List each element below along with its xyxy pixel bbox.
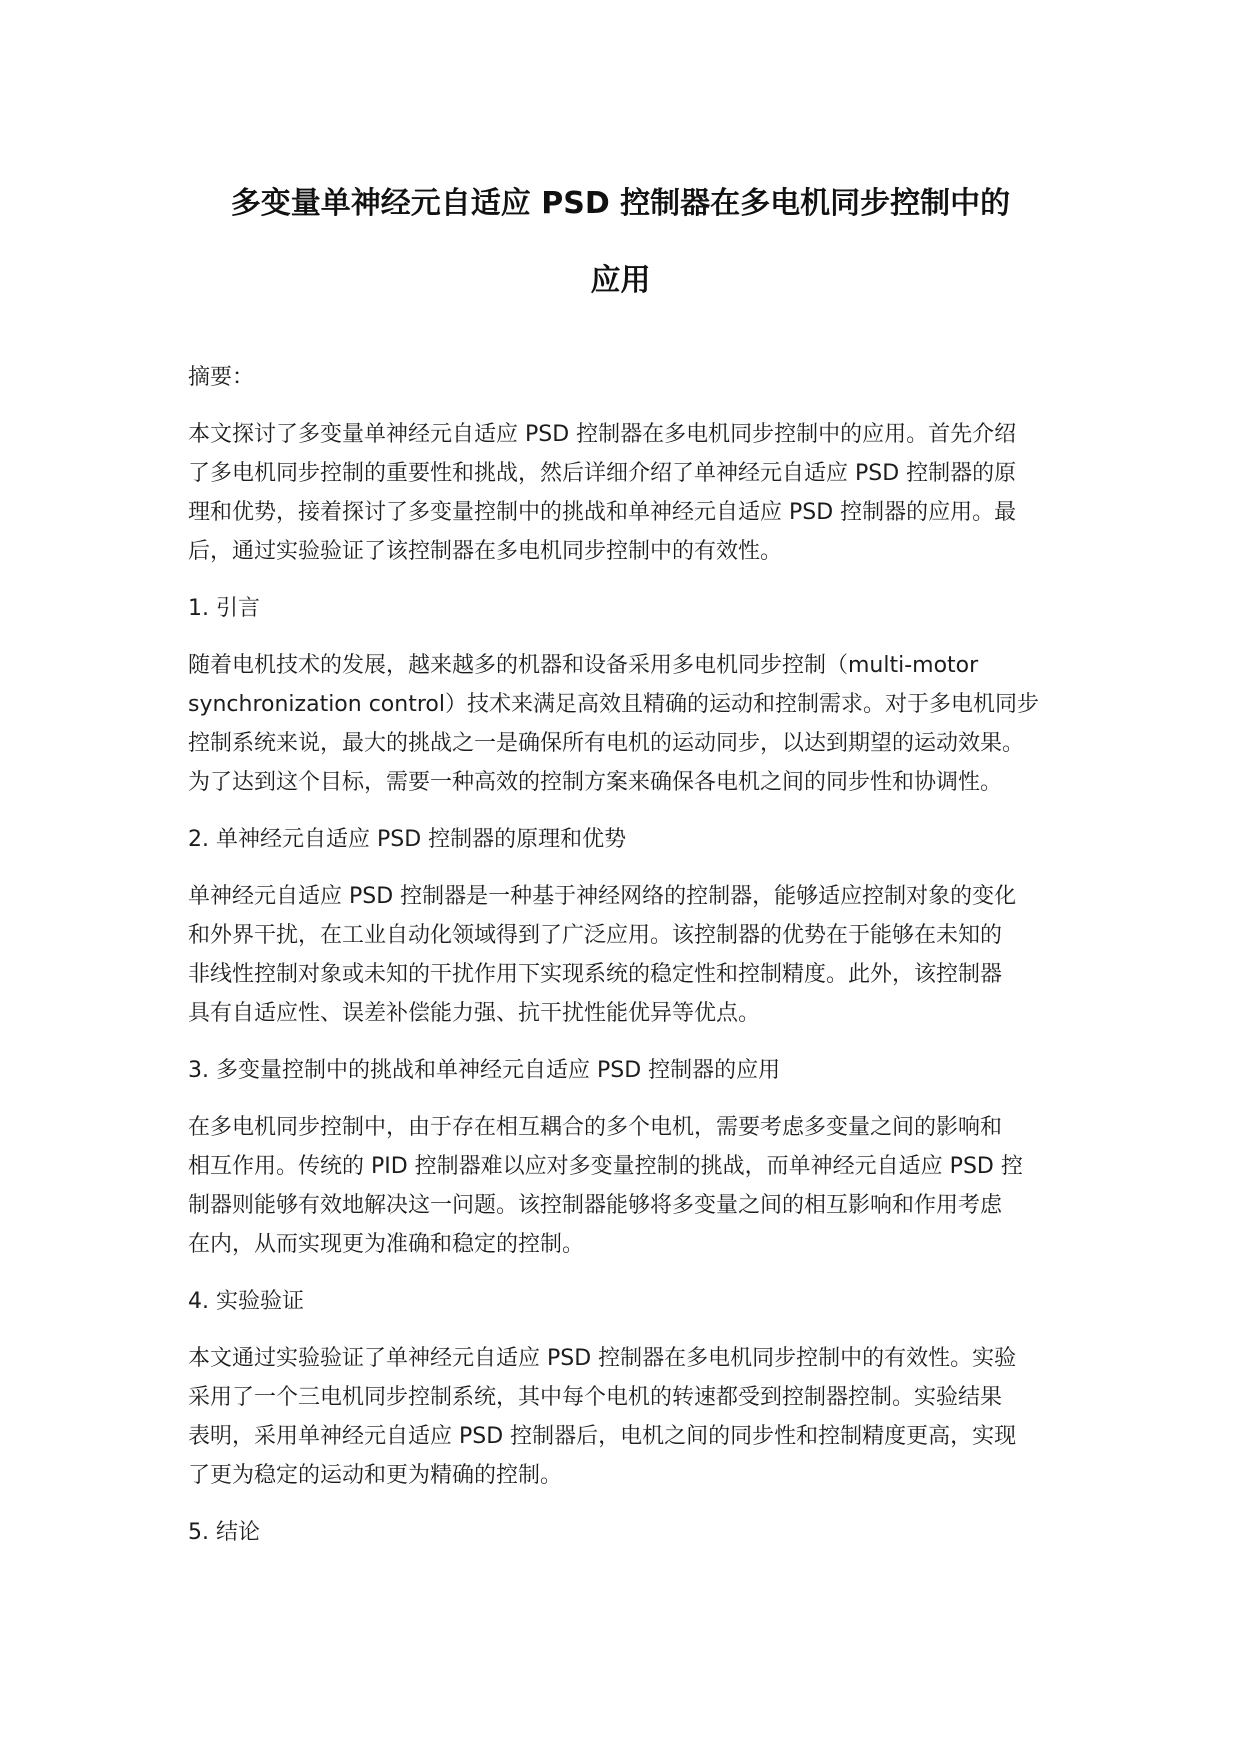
paragraph-line: 和外界干扰，在工业自动化领域得到了广泛应用。该控制器的优势在于能够在未知的 — [188, 923, 1003, 948]
paragraph-line: 相互作用。传统的 PID 控制器难以应对多变量控制的挑战，而单神经元自适应 PSD 控 — [188, 1154, 1023, 1179]
paragraph-line: 控制系统来说，最大的挑战之一是确保所有电机的运动同步，以达到期望的运动效果。 — [188, 731, 1025, 756]
paragraph-line: 在内，从而实现更为准确和稳定的控制。 — [188, 1232, 585, 1257]
section-paragraph-challenges — [188, 1108, 1068, 1264]
section-heading-challenges: 3. 多变量控制中的挑战和单神经元自适应 PSD 控制器的应用 — [188, 1058, 781, 1083]
section-paragraph-introduction — [188, 646, 1068, 802]
paragraph-line: 为了达到这个目标，需要一种高效的控制方案来确保各电机之间的同步性和协调性。 — [188, 770, 1003, 795]
paragraph-line: 理和优势，接着探讨了多变量控制中的挑战和单神经元自适应 PSD 控制器的应用。最 — [188, 500, 1017, 525]
section-paragraph-principle — [188, 877, 1068, 1033]
paragraph-line: synchronization control）技术来满足高效且精确的运动和控制需求。对于多电机同步 — [188, 692, 1039, 717]
paragraph-line: 随着电机技术的发展，越来越多的机器和设备采用多电机同步控制（multi-motor — [188, 653, 979, 678]
paragraph-line: 表明，采用单神经元自适应 PSD 控制器后，电机之间的同步性和控制精度更高，实现 — [188, 1424, 1017, 1449]
paragraph-line: 本文探讨了多变量单神经元自适应 PSD 控制器在多电机同步控制中的应用。首先介绍 — [188, 422, 1017, 447]
paragraph-line: 在多电机同步控制中，由于存在相互耦合的多个电机，需要考虑多变量之间的影响和 — [188, 1115, 1003, 1140]
paragraph-line: 单神经元自适应 PSD 控制器是一种基于神经网络的控制器，能够适应控制对象的变化 — [188, 884, 1017, 909]
paragraph-line: 本文通过实验验证了单神经元自适应 PSD 控制器在多电机同步控制中的有效性。实验 — [188, 1346, 1017, 1371]
paragraph-line: 采用了一个三电机同步控制系统，其中每个电机的转速都受到控制器控制。实验结果 — [188, 1385, 1003, 1410]
abstract-label: 摘要： — [188, 365, 255, 390]
paragraph-line: 了更为稳定的运动和更为精确的控制。 — [188, 1463, 563, 1488]
paragraph-line: 后，通过实验验证了该控制器在多电机同步控制中的有效性。 — [188, 539, 783, 564]
section-heading-conclusion: 5. 结论 — [188, 1520, 260, 1545]
abstract-paragraph — [188, 415, 1068, 571]
section-heading-introduction: 1. 引言 — [188, 596, 260, 621]
section-heading-experiment: 4. 实验验证 — [188, 1289, 304, 1314]
document-title-line-1: 多变量单神经元自适应 PSD 控制器在多电机同步控制中的 — [230, 186, 1011, 221]
paragraph-line: 了多电机同步控制的重要性和挑战，然后详细介绍了单神经元自适应 PSD 控制器的原 — [188, 461, 1017, 486]
paragraph-line: 非线性控制对象或未知的干扰作用下实现系统的稳定性和控制精度。此外，该控制器 — [188, 962, 1003, 987]
section-paragraph-experiment — [188, 1339, 1068, 1495]
document-body — [188, 358, 1068, 1570]
section-heading-principle: 2. 单神经元自适应 PSD 控制器的原理和优势 — [188, 827, 627, 852]
document-title-line-2: 应用 — [590, 263, 651, 298]
paragraph-line: 制器则能够有效地解决这一问题。该控制器能够将多变量之间的相互影响和作用考虑 — [188, 1193, 1003, 1218]
paragraph-line: 具有自适应性、误差补偿能力强、抗干扰性能优异等优点。 — [188, 1001, 761, 1026]
